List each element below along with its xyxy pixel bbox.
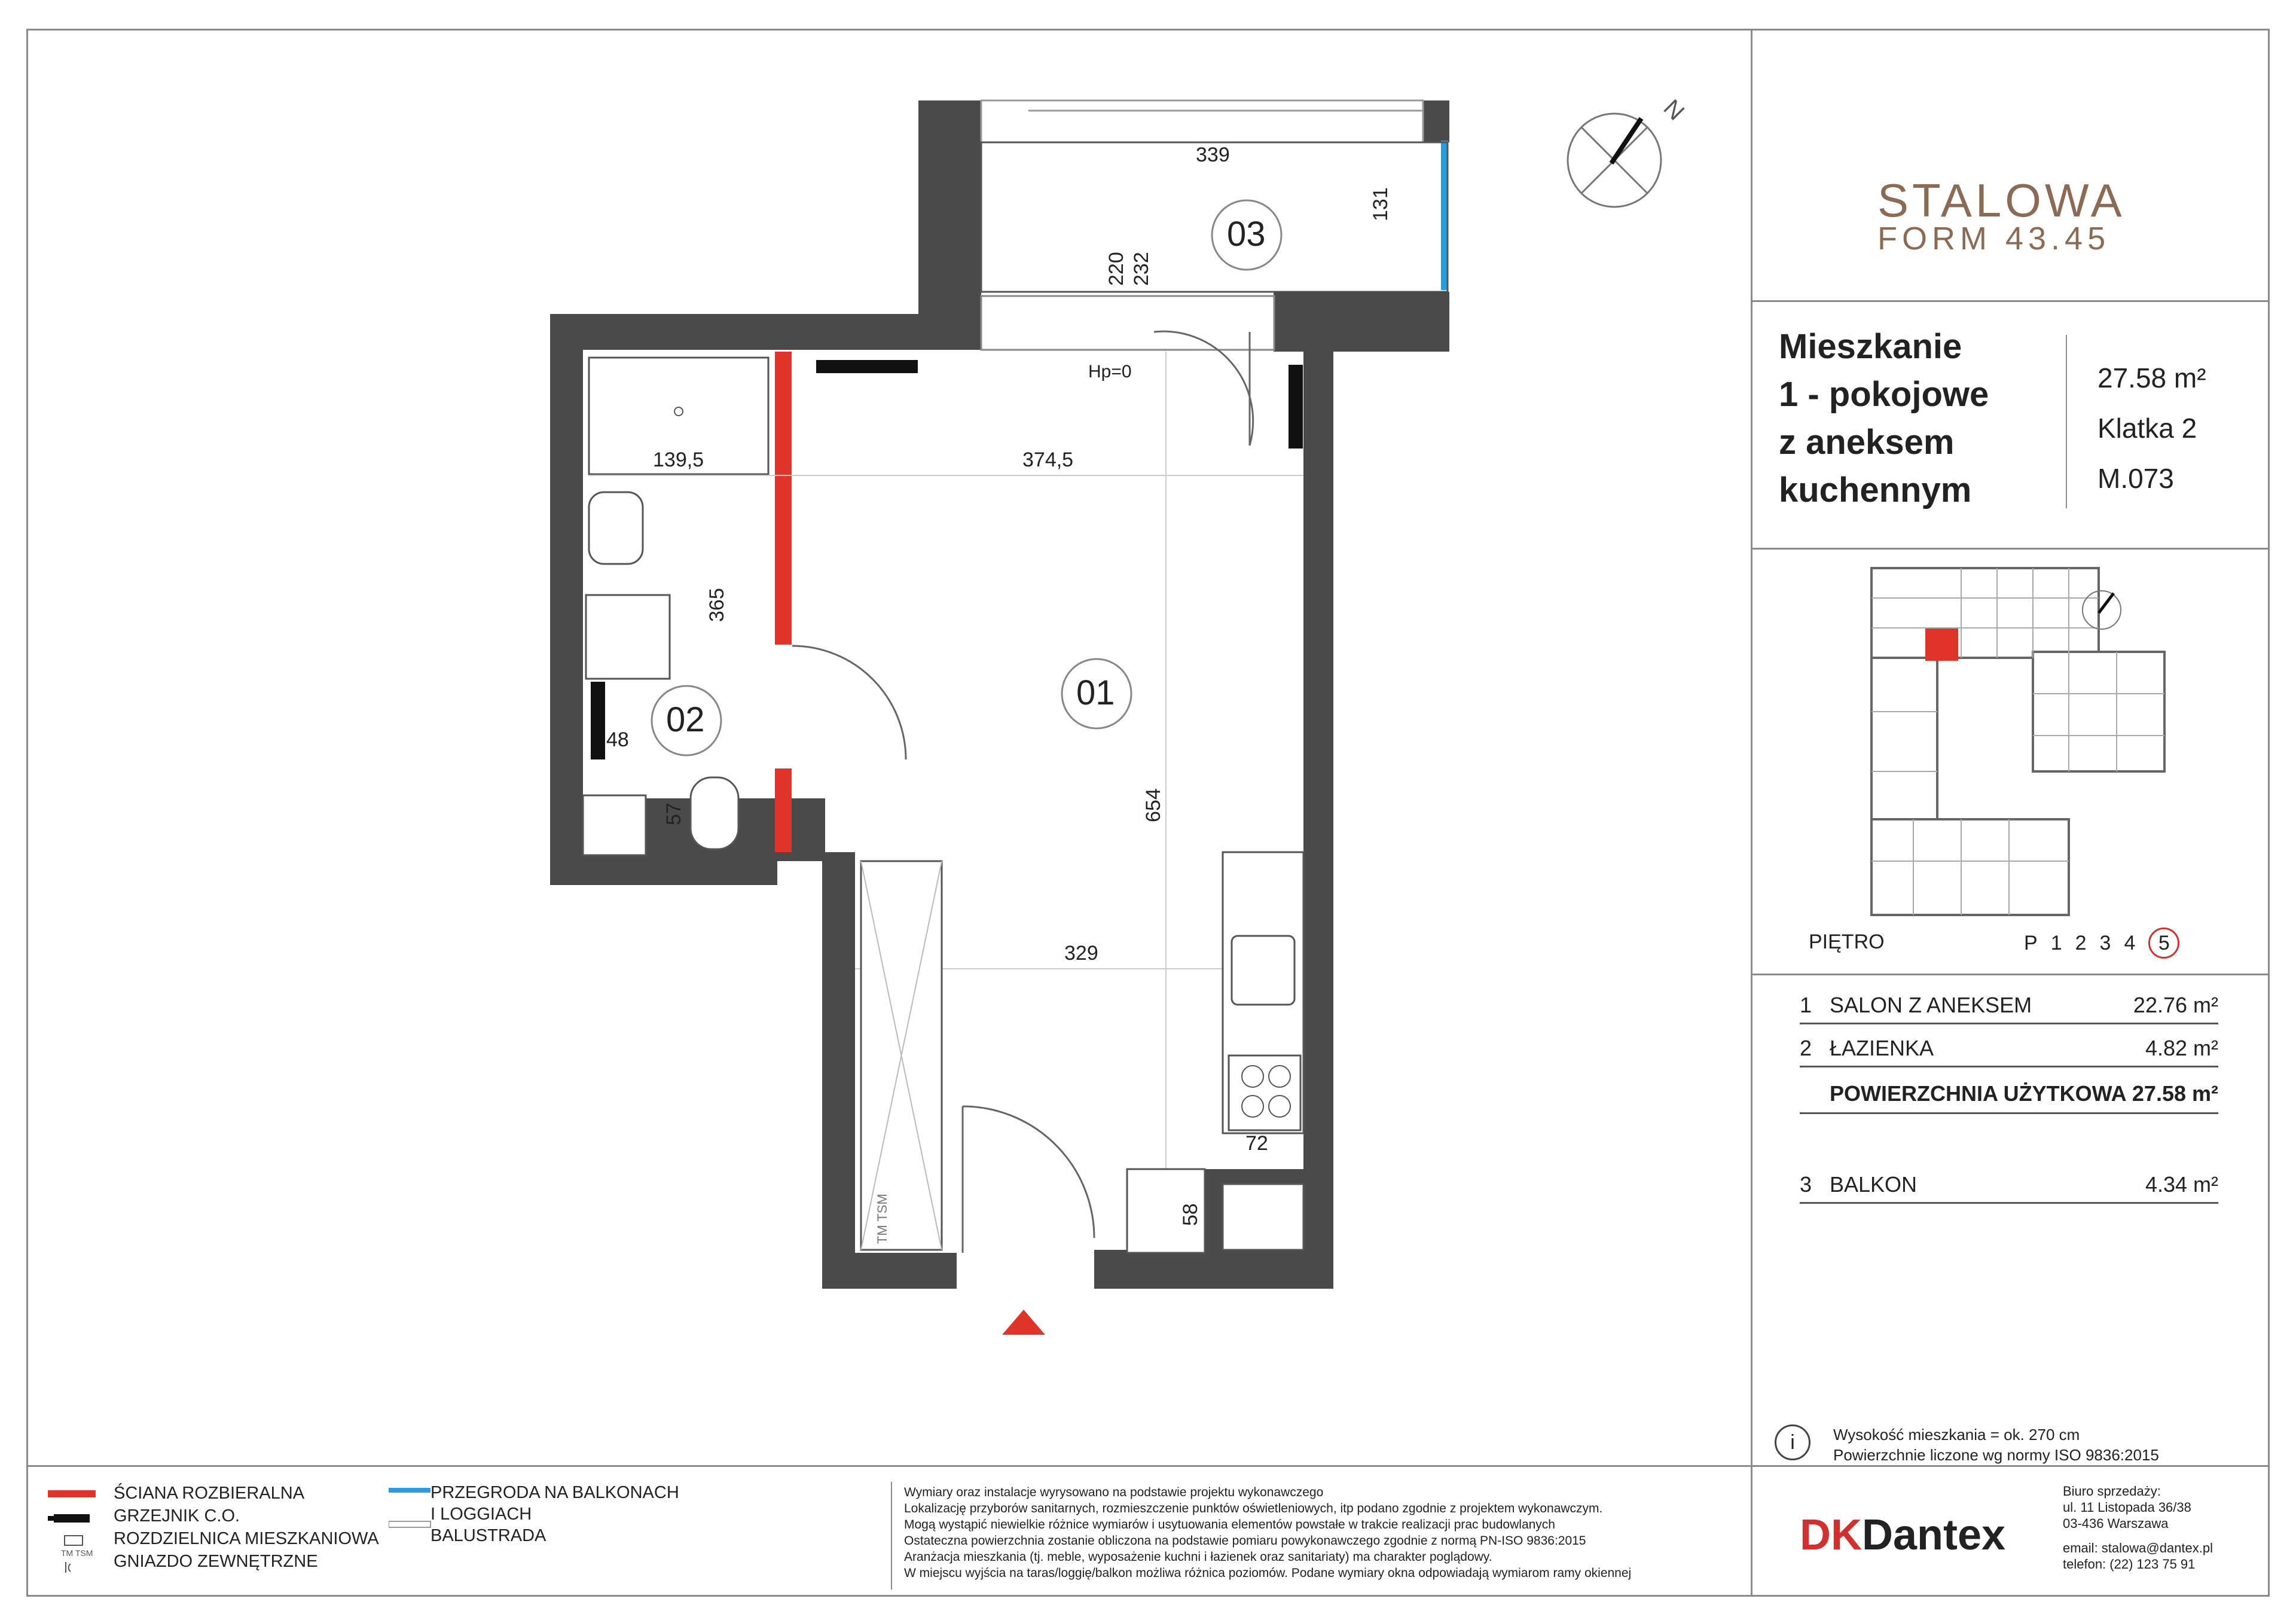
- disclaimer-line: Aranżacja mieszkania (tj. meble, wyposażenie kuchni i łazienek oraz sanitariaty) ma charakter poglądowy.: [904, 1550, 1492, 1564]
- dim-57: 57: [662, 803, 685, 825]
- floor-option-current[interactable]: 5: [2148, 928, 2179, 959]
- sales-line: 03-436 Warszawa: [2063, 1516, 2169, 1531]
- sales-line: Biuro sprzedaży:: [2063, 1484, 2161, 1499]
- legend-item: GRZEJNIK C.O.: [114, 1506, 240, 1526]
- legend-item: PRZEGRODA NA BALKONACH: [430, 1483, 679, 1502]
- dim-main-width: 374,5: [1022, 449, 1074, 471]
- right-panel-divider: [1751, 29, 1752, 1597]
- sales-email[interactable]: email: stalowa@dantex.pl: [2063, 1540, 2213, 1555]
- apartment-title-line: kuchennym: [1779, 471, 1972, 510]
- room-label-01: 01: [1076, 673, 1115, 712]
- room-name: SALON Z ANEKSEM: [1830, 993, 2032, 1017]
- kitchen-sink: [1232, 936, 1294, 1005]
- apartment-title-line: Mieszkanie: [1779, 327, 1962, 366]
- apartment-title-line: z aneksem: [1779, 423, 1955, 462]
- title-info-divider: [2066, 335, 2067, 508]
- dim-58: 58: [1179, 1203, 1202, 1226]
- washing-machine: [586, 595, 670, 679]
- table-row: [1800, 1036, 2218, 1066]
- legend-item: I LOGGIACH: [430, 1505, 532, 1524]
- toilet: [691, 777, 738, 849]
- divider-title: [1751, 548, 2270, 550]
- apartment-stair: Klatka 2: [2097, 413, 2197, 444]
- key-plan: [1866, 562, 2176, 921]
- divider-bottom: [26, 1465, 2270, 1467]
- dim-main-height: 654: [1142, 788, 1165, 822]
- disclaimer-line: Wymiary oraz instalacje wyrysowano na podstawie projektu wykonawczego: [904, 1485, 1324, 1499]
- note-line: Powierzchnie liczone wg normy ISO 9836:2015: [1833, 1446, 2159, 1464]
- compass: [1568, 94, 1689, 207]
- disclaimer-line: Mogą wystąpić niewielkie różnice wymiarów i usytuowania elementów powstałe w trakcie realizacji prac budowlanych: [904, 1518, 1555, 1532]
- room-area: 4.34 m²: [2145, 1172, 2218, 1197]
- room-name: BALKON: [1830, 1172, 1918, 1197]
- disclaimer-line: W miejscu wyjścia na taras/loggię/balkon możliwa różnica poziomów. Podane wymiary okna odpowiadają wymiarom ramy okiennej: [904, 1566, 1632, 1580]
- legend-item: ROZDZIELNICA MIESZKANIOWA: [114, 1529, 379, 1548]
- table-divider: [1800, 1066, 2218, 1067]
- radiator-bath: [591, 682, 605, 759]
- room-name: ŁAZIENKA: [1830, 1036, 1934, 1060]
- sales-line: [2063, 1532, 2213, 1540]
- apartment-area: 27.58 m²: [2097, 362, 2206, 393]
- cooktop: [1229, 1055, 1300, 1130]
- room-area: 22.76 m²: [2133, 993, 2218, 1017]
- sales-contact: [2063, 1483, 2213, 1572]
- apartment-info: [2097, 353, 2206, 504]
- removable-wall-upper: [775, 352, 792, 645]
- balcony-window-top: [981, 100, 1423, 142]
- apartment-title-line: 1 - pokojowe: [1779, 375, 1989, 414]
- tm-tsm-marker: TM TSM: [875, 1194, 890, 1244]
- room-num: 1: [1800, 993, 1812, 1017]
- room-num: 3: [1800, 1172, 1812, 1197]
- legend-col1: [114, 1482, 379, 1573]
- room-label-03: 03: [1227, 215, 1266, 254]
- washbasin: [589, 492, 643, 564]
- balcony-wall-right: [1423, 100, 1449, 142]
- info-icon: i: [1775, 1424, 1810, 1460]
- disclaimer: [904, 1484, 1741, 1581]
- balcony-wall-left: [918, 100, 981, 328]
- svg-text:TM TSM: TM TSM: [61, 1548, 93, 1558]
- svg-text:N: N: [1658, 94, 1690, 126]
- note-line: Wysokość mieszkania = ok. 270 cm: [1833, 1426, 2080, 1444]
- dim-balcony-width: 339: [1196, 144, 1230, 166]
- table-row-total: [1800, 1081, 2218, 1111]
- developer-name: Dantex: [1862, 1511, 2006, 1559]
- dim-balcony-h2: 232: [1130, 252, 1153, 286]
- room-num: 2: [1800, 1036, 1812, 1060]
- total-area: 27.58 m²: [2132, 1081, 2218, 1106]
- legend-symbols-2: [389, 1483, 436, 1537]
- table-divider: [1800, 1202, 2218, 1204]
- apartment-title: [1779, 323, 1989, 514]
- legend-symbols: [48, 1483, 120, 1597]
- sales-line: ul. 11 Listopada 36/38: [2063, 1500, 2191, 1515]
- bottom-wall-right: [1094, 1250, 1333, 1289]
- dim-72: 72: [1245, 1132, 1268, 1155]
- developer-mark: DK: [1800, 1511, 1862, 1559]
- floor-option[interactable]: 4: [2124, 932, 2136, 954]
- floor-selector: [2024, 932, 2179, 959]
- brand-subname: FORM 43.45: [1877, 221, 2111, 257]
- floor-option[interactable]: 3: [2099, 932, 2111, 954]
- disclaimer-line: Lokalizację przyborów sanitarnych, rozmieszczenie punktów oświetleniowych, itp podano zgodnie z projektem wykonawczym.: [904, 1502, 1603, 1515]
- floor-option[interactable]: 2: [2075, 932, 2087, 954]
- info-note: [1833, 1424, 2159, 1465]
- developer-logo: [1800, 1511, 2005, 1560]
- legend-col2: [430, 1482, 679, 1546]
- room-label-02: 02: [666, 700, 705, 739]
- disclaimer-divider: [891, 1482, 892, 1590]
- divider-logo: [1751, 300, 2270, 302]
- table-row: [1800, 993, 2218, 1023]
- sales-phone[interactable]: telefon: (22) 123 75 91: [2063, 1557, 2196, 1572]
- removable-wall-lower: [775, 768, 792, 852]
- dim-balcony-h1: 220: [1105, 252, 1128, 286]
- disclaimer-line: Ostateczna powierzchnia zostanie obliczona na podstawie pomiaru powykonawczego zgodnie z normą PN-ISO 9836:2015: [904, 1534, 1586, 1548]
- apartment-unit: M.073: [2097, 463, 2174, 494]
- bottom-wall-left: [822, 1253, 957, 1289]
- table-row: [1800, 1172, 2218, 1202]
- floor-label: PIĘTRO: [1809, 931, 1885, 953]
- dim-hp: Hp=0: [1088, 362, 1132, 382]
- table-divider: [1800, 1112, 2218, 1114]
- radiator-right: [1289, 365, 1303, 449]
- dim-48: 48: [606, 728, 629, 751]
- entrance-marker: [1002, 1310, 1045, 1335]
- dim-bath-height: 365: [706, 588, 728, 622]
- room-area: 4.82 m²: [2145, 1036, 2218, 1060]
- floor-option[interactable]: P: [2024, 932, 2038, 954]
- dim-lower-width: 329: [1064, 942, 1098, 965]
- table-divider: [1800, 1023, 2218, 1024]
- floor-option[interactable]: 1: [2050, 932, 2062, 954]
- dim-bath-width: 139,5: [653, 449, 704, 471]
- legend-item: BALUSTRADA: [430, 1526, 546, 1545]
- legend-item: GNIAZDO ZEWNĘTRZNE: [114, 1552, 318, 1571]
- legend-item: ŚCIANA ROZBIERALNA: [114, 1484, 305, 1503]
- divider-table: [1751, 974, 2270, 975]
- total-name: POWIERZCHNIA UŻYTKOWA: [1830, 1081, 2127, 1106]
- brand-name: STALOWA: [1877, 174, 2126, 227]
- dim-balcony-depth: 131: [1369, 187, 1392, 221]
- radiator-top: [816, 360, 918, 373]
